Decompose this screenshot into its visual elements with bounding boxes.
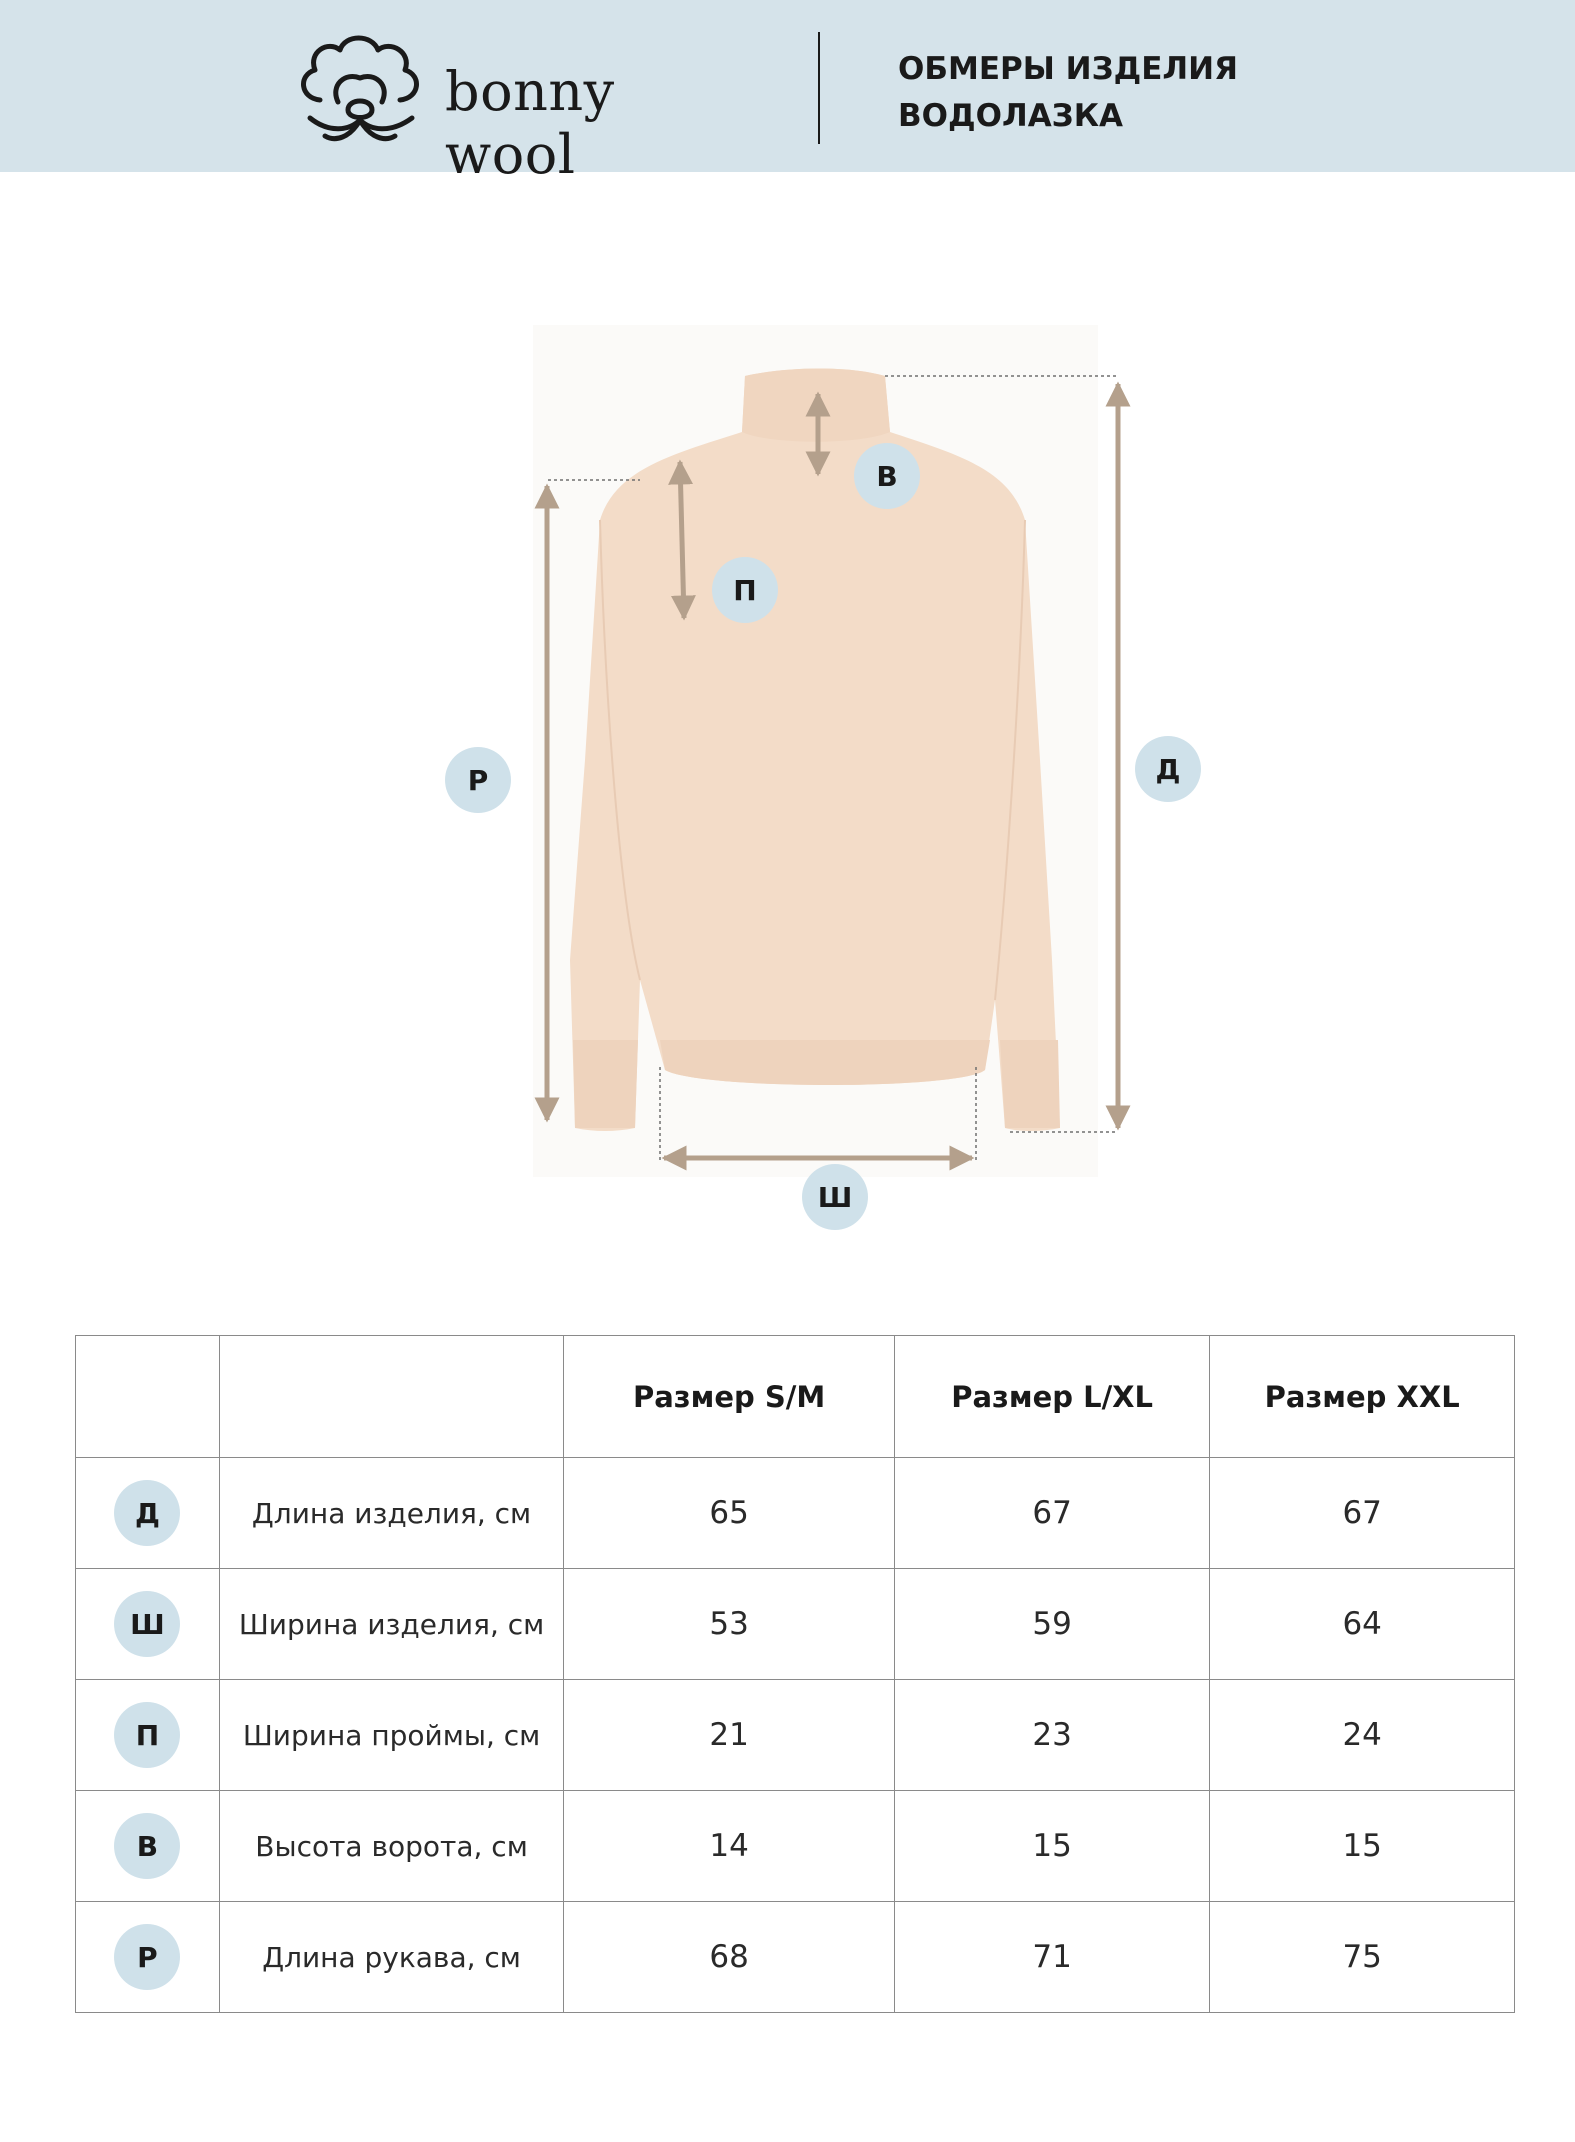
- badge-sleeve: Р: [445, 747, 511, 813]
- badge-armhole: П: [712, 557, 778, 623]
- cell-value: 67: [894, 1458, 1210, 1569]
- table-row: [76, 1902, 1515, 2013]
- cell-value: 21: [564, 1680, 895, 1791]
- brand-name: bonny wool: [445, 60, 615, 186]
- header-band: [0, 0, 1575, 186]
- page-title-line-2: ВОДОЛАЗКА: [898, 98, 1124, 134]
- cell-value: 53: [564, 1569, 895, 1680]
- header-empty-label: [219, 1336, 564, 1458]
- page-title-line-1: ОБМЕРЫ ИЗДЕЛИЯ: [898, 51, 1238, 87]
- cell-value: 23: [894, 1680, 1210, 1791]
- row-label: Ширина изделия, см: [219, 1569, 564, 1680]
- badge-width: Ш: [802, 1164, 868, 1230]
- row-label: Ширина проймы, см: [219, 1680, 564, 1791]
- cotton-flower-icon: [290, 30, 430, 150]
- row-badge: В: [114, 1813, 180, 1879]
- cell-value: 24: [1210, 1680, 1515, 1791]
- table-row: [76, 1458, 1515, 1569]
- header-divider: [818, 32, 820, 144]
- brand-logo[interactable]: [290, 30, 760, 186]
- cell-value: 64: [1210, 1569, 1515, 1680]
- badge-collar: В: [854, 443, 920, 509]
- table-row: [76, 1791, 1515, 1902]
- table-row: [76, 1680, 1515, 1791]
- cell-value: 14: [564, 1791, 895, 1902]
- cell-value: 59: [894, 1569, 1210, 1680]
- column-header: Размер S/M: [564, 1336, 895, 1458]
- row-badge: Р: [114, 1924, 180, 1990]
- header-empty-badge: [76, 1336, 220, 1458]
- row-label: Высота ворота, см: [219, 1791, 564, 1902]
- row-badge: П: [114, 1702, 180, 1768]
- size-table: [75, 1335, 1515, 2013]
- table-header-row: [76, 1336, 1515, 1458]
- cell-value: 65: [564, 1458, 895, 1569]
- badge-length: Д: [1135, 736, 1201, 802]
- column-header: Размер XXL: [1210, 1336, 1515, 1458]
- cell-value: 75: [1210, 1902, 1515, 2013]
- cell-value: 15: [894, 1791, 1210, 1902]
- row-badge: Ш: [114, 1591, 180, 1657]
- cell-value: 67: [1210, 1458, 1515, 1569]
- cell-value: 68: [564, 1902, 895, 2013]
- row-label: Длина рукава, см: [219, 1902, 564, 2013]
- garment-diagram: [0, 300, 1575, 1260]
- table-row: [76, 1569, 1515, 1680]
- row-label: Длина изделия, см: [219, 1458, 564, 1569]
- cell-value: 71: [894, 1902, 1210, 2013]
- cell-value: 15: [1210, 1791, 1515, 1902]
- page-title: [898, 46, 1238, 140]
- column-header: Размер L/XL: [894, 1336, 1210, 1458]
- row-badge: Д: [114, 1480, 180, 1546]
